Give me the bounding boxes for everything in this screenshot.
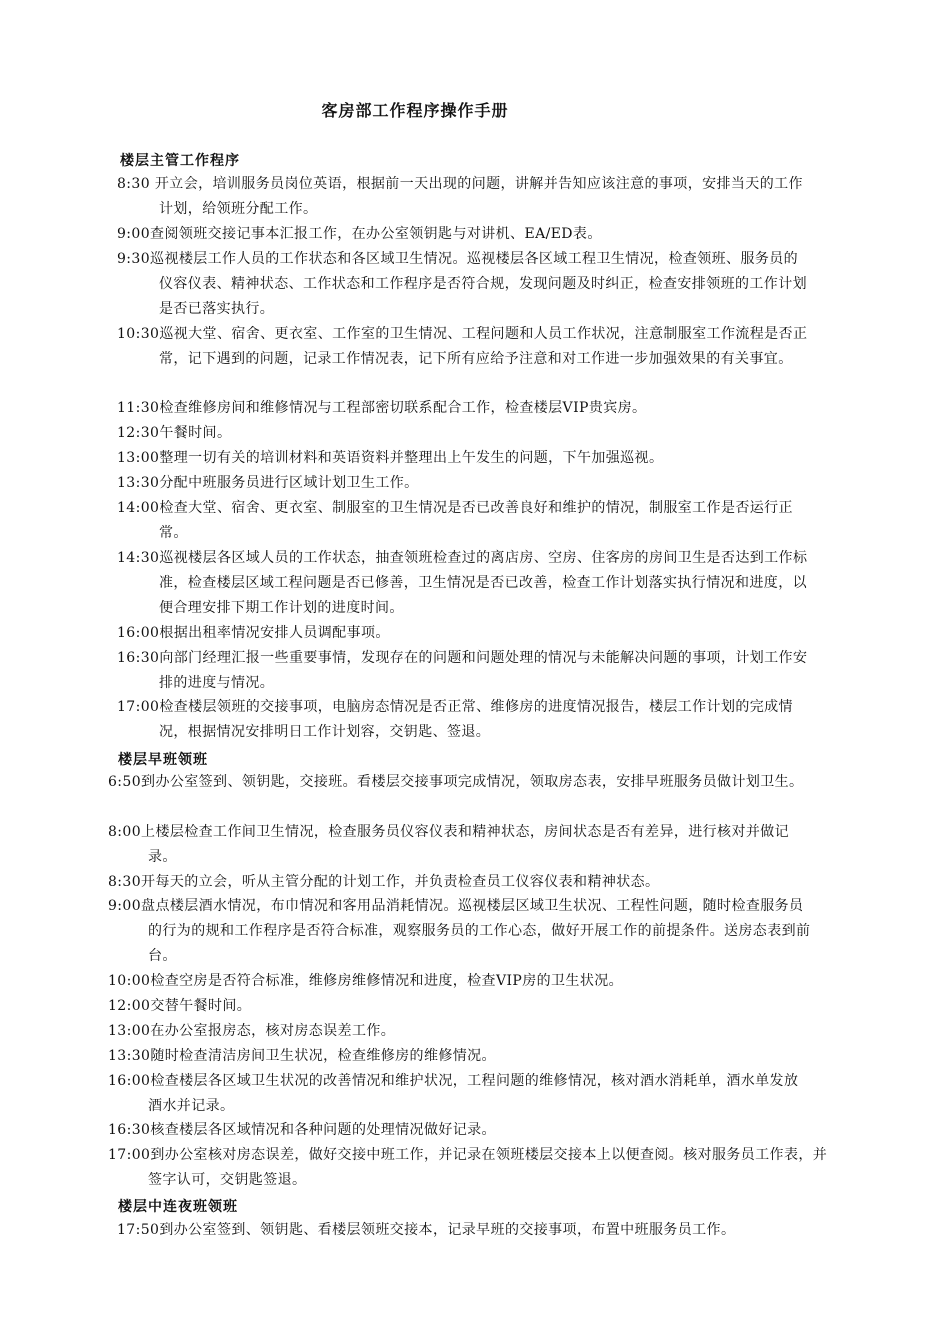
entry-text: 开每天的立会，听从主管分配的计划工作，并负责检查员工仪容仪表和精神状态。 xyxy=(141,874,660,890)
entry-text: 整理一切有关的培训材料和英语资料并整理出上午发生的问题，下午加强巡视。 xyxy=(159,450,664,466)
entry-time: 9:30 xyxy=(117,251,151,267)
entry-time: 10:30 xyxy=(117,326,160,342)
schedule-entry xyxy=(117,446,809,471)
schedule-entry xyxy=(117,471,809,496)
entry-text: 核查楼层各区域情况和各种问题的处理情况做好记录。 xyxy=(150,1122,496,1138)
section-heading-early-shift: 楼层早班领班 xyxy=(118,752,208,768)
document-title: 客房部工作程序操作手册 xyxy=(321,101,509,120)
section-heading-mid-night-shift: 楼层中连夜班领班 xyxy=(118,1199,238,1215)
schedule-entry xyxy=(108,969,812,994)
schedule-entry xyxy=(117,172,809,222)
schedule-entry xyxy=(117,621,809,646)
entry-text: 午餐时间。 xyxy=(159,425,232,441)
entry-time: 16:30 xyxy=(108,1122,151,1138)
schedule-entry xyxy=(117,247,809,321)
schedule-entry xyxy=(108,894,812,968)
entry-time: 13:30 xyxy=(117,475,160,491)
entry-time: 14:00 xyxy=(117,500,160,516)
entry-time: 13:00 xyxy=(117,450,160,466)
entry-time: 12:30 xyxy=(117,425,160,441)
entry-time: 17:50 xyxy=(117,1222,160,1238)
entry-text: 巡视楼层工作人员的工作状态和各区域卫生情况。巡视楼层各区域工程卫生情况，检查领班、服务员的仪容仪表、精神状态、工作状态和工作程序是否符合规，发现问题及时纠正，检查安排领班的工作计划是否已落实执行。 xyxy=(150,251,807,317)
entry-time: 9:00 xyxy=(108,898,142,914)
schedule-entry xyxy=(117,322,809,372)
entry-text: 检查空房是否符合标准，维修房维修情况和进度，检查VIP房的卫生状况。 xyxy=(150,973,624,989)
entry-text: 根据出租率情况安排人员调配事项。 xyxy=(159,625,390,641)
entry-text: 上楼层检查工作间卫生情况，检查服务员仪容仪表和精神状态，房间状态是否有差异，进行核对并做记录。 xyxy=(141,824,790,865)
schedule-entry xyxy=(117,695,809,745)
schedule-entry xyxy=(117,496,809,546)
entry-text: 巡视大堂、宿舍、更衣室、工作室的卫生情况、工程问题和人员工作状况，注意制服室工作流程是否正常，记下遇到的问题，记录工作情况表，记下所有应给予注意和对工作进一步加强效果的有关事宜。 xyxy=(159,326,808,367)
section-heading-supervisor: 楼层主管工作程序 xyxy=(120,153,240,169)
entry-time: 14:30 xyxy=(117,550,160,566)
entry-time: 13:30 xyxy=(108,1048,151,1064)
entry-time: 8:30 xyxy=(108,874,142,890)
entry-time: 12:00 xyxy=(108,998,151,1014)
entry-time: 16:00 xyxy=(117,625,160,641)
entry-text: 巡视楼层各区域人员的工作状态，抽查领班检查过的离店房、空房、住客房的房间卫生是否达到工作标准，检查楼层区域工程问题是否已修善，卫生情况是否已改善，检查工作计划落实执行情况和进度，以便合理安排下期工作计划的进度时间。 xyxy=(159,550,808,616)
entry-text: 到办公室签到、领钥匙、看楼层领班交接本，记录早班的交接事项，布置中班服务员工作。 xyxy=(159,1222,736,1238)
entry-text: 向部门经理汇报一些重要事情，发现存在的问题和问题处理的情况与未能解决问题的事项，计划工作安排的进度与情况。 xyxy=(159,650,808,691)
entry-time: 10:00 xyxy=(108,973,151,989)
entry-time: 11:30 xyxy=(117,400,160,416)
entry-time: 9:00 xyxy=(117,226,151,242)
entry-time: 8:00 xyxy=(108,824,142,840)
schedule-entry xyxy=(117,1218,809,1243)
entry-text: 查阅领班交接记事本汇报工作，在办公室领钥匙与对讲机、EA/ED表。 xyxy=(150,226,602,242)
entry-text: 检查大堂、宿舍、更衣室、制服室的卫生情况是否已改善良好和维护的情况，制服室工作是否运行正常。 xyxy=(159,500,793,541)
entry-text: 到办公室签到、领钥匙，交接班。看楼层交接事项完成情况，领取房态表，安排早班服务员做计划卫生。 xyxy=(141,774,804,790)
schedule-entry xyxy=(117,421,809,446)
schedule-entry xyxy=(108,820,812,870)
schedule-entry xyxy=(117,546,809,620)
entry-time: 16:00 xyxy=(108,1073,151,1089)
schedule-entry xyxy=(108,1118,812,1143)
entry-text: 分配中班服务员进行区域计划卫生工作。 xyxy=(159,475,419,491)
entry-time: 17:00 xyxy=(117,699,160,715)
schedule-entry xyxy=(108,1019,812,1044)
schedule-entry xyxy=(108,1069,812,1119)
entry-time: 17:00 xyxy=(108,1147,151,1163)
entry-text: 检查维修房间和维修情况与工程部密切联系配合工作，检查楼层VIP贵宾房。 xyxy=(159,400,647,416)
entry-time: 8:30 xyxy=(117,176,151,192)
entry-time: 13:00 xyxy=(108,1023,151,1039)
schedule-entry xyxy=(108,770,812,795)
entry-time: 16:30 xyxy=(117,650,160,666)
entry-time: 6:50 xyxy=(108,774,142,790)
entry-text: 到办公室核对房态误差，做好交接中班工作，并记录在领班楼层交接本上以便查阅。核对服务员工作表，并签字认可，交钥匙签退。 xyxy=(148,1147,828,1188)
schedule-entry xyxy=(108,1143,828,1193)
schedule-entry xyxy=(117,396,809,421)
entry-text: 在办公室报房态，核对房态误差工作。 xyxy=(150,1023,396,1039)
schedule-entry xyxy=(108,994,812,1019)
entry-text: 开立会，培训服务员岗位英语，根据前一天出现的问题，讲解并告知应该注意的事项，安排当天的工作计划，给领班分配工作。 xyxy=(150,176,803,217)
entry-text: 随时检查清洁房间卫生状况，检查维修房的维修情况。 xyxy=(150,1048,496,1064)
entry-text: 检查楼层各区域卫生状况的改善情况和维护状况，工程问题的维修情况，核对酒水消耗单，酒水单发放酒水并记录。 xyxy=(148,1073,799,1114)
schedule-entry xyxy=(117,646,809,696)
schedule-entry xyxy=(108,870,812,895)
entry-text: 盘点楼层酒水情况，布巾情况和客用品消耗情况。巡视楼层区域卫生状况、工程性问题，随时检查服务员的行为的规和工作程序是否符合标准，观察服务员的工作心态，做好开展工作的前提条件。送房态表到前台。 xyxy=(141,898,811,964)
entry-text: 交替午餐时间。 xyxy=(150,998,252,1014)
entry-text: 检查楼层领班的交接事项，电脑房态情况是否正常、维修房的进度情况报告，楼层工作计划的完成情况，根据情况安排明日工作计划容，交钥匙、签退。 xyxy=(159,699,793,740)
schedule-entry xyxy=(117,222,809,247)
schedule-entry xyxy=(108,1044,812,1069)
